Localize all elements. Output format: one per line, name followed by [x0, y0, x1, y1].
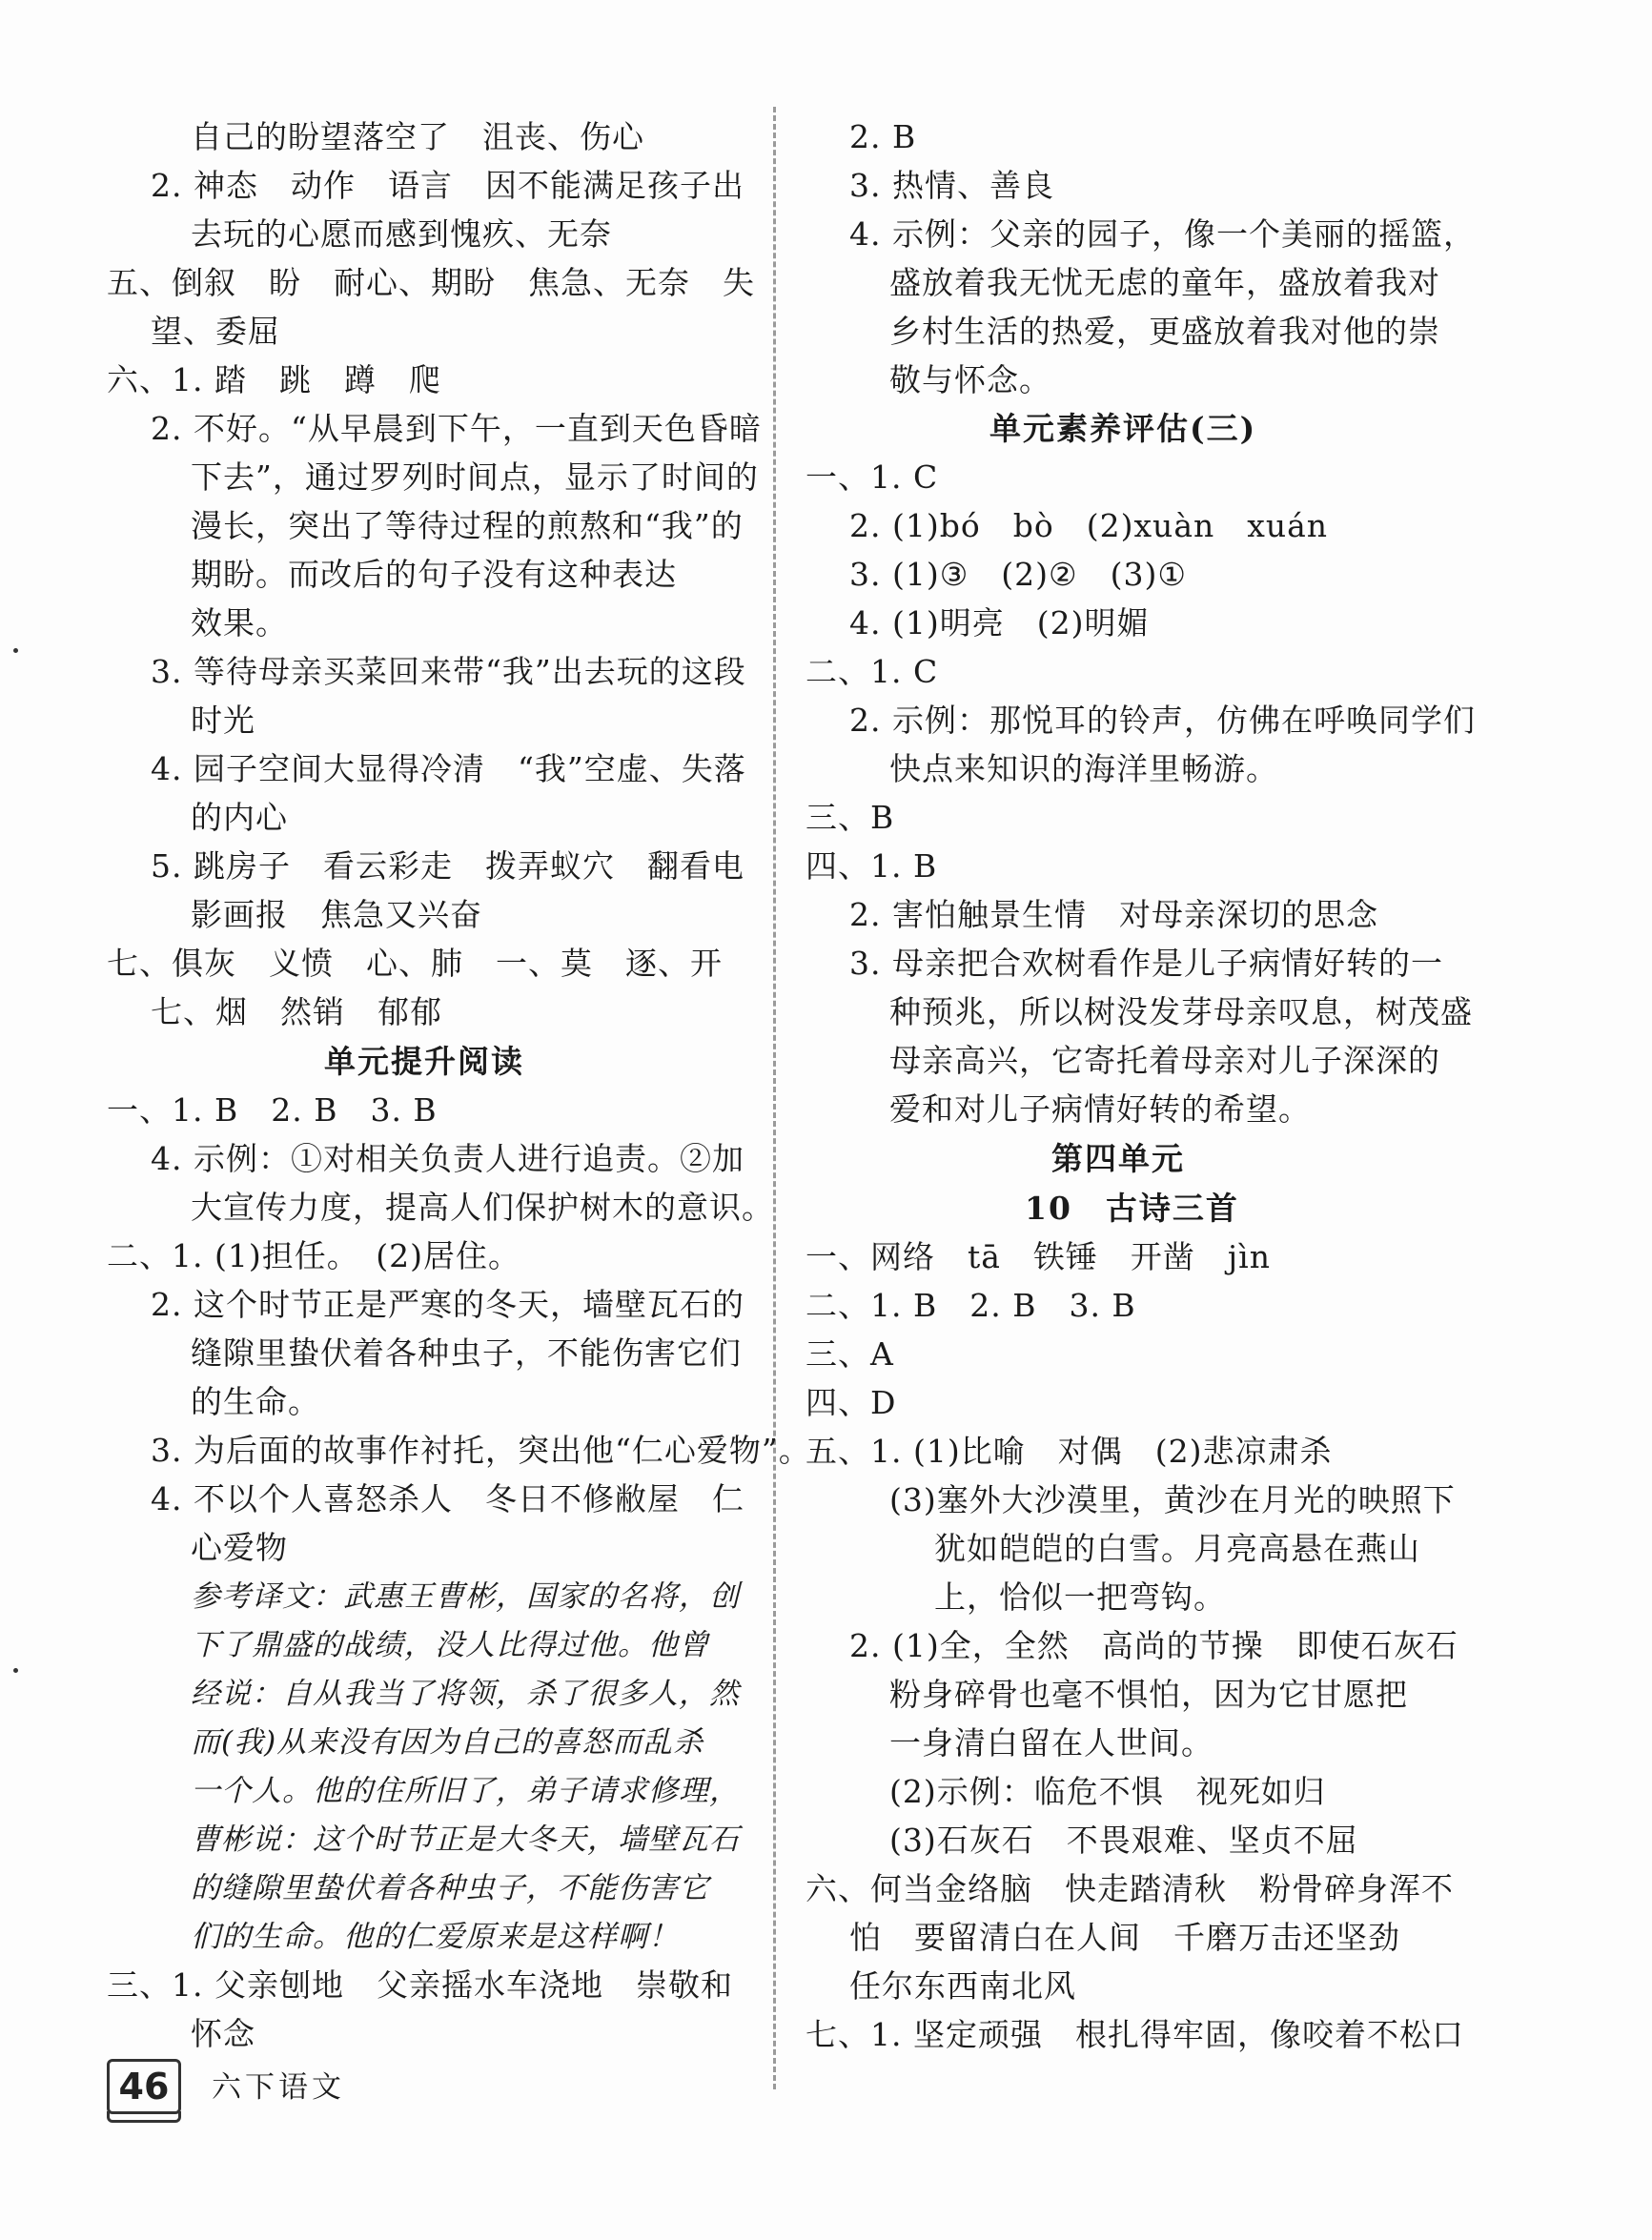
answer-line: 效果。: [191, 604, 288, 641]
answer-line: 种预兆，所以树没发芽母亲叹息，树茂盛: [889, 993, 1473, 1030]
answer-line: 一、1. B 2. B 3. B: [107, 1091, 438, 1129]
answer-line: 七、烟 然销 郁郁: [151, 993, 442, 1030]
answer-line: 怕 要留清白在人间 千磨万击还坚劲: [849, 1919, 1400, 1956]
answer-line: 3. 母亲把合欢树看作是儿子病情好转的一: [849, 945, 1443, 982]
answer-line: 下去”，通过罗列时间点，显示了时间的: [191, 458, 759, 496]
translation-line: 参考译文：武惠王曹彬，国家的名将，创: [191, 1579, 740, 1614]
answer-line: 4. 示例：①对相关负责人进行追责。②加: [151, 1140, 744, 1177]
answer-line: 5. 跳房子 看云彩走 拨弄蚁穴 翻看电: [151, 847, 744, 885]
translation-line: 的缝隙里蛰伏着各种虫子，不能伤害它: [191, 1871, 709, 1905]
answer-line: 3. 为后面的故事作衬托，突出他“仁心爱物”。: [151, 1432, 811, 1469]
answer-line: 4. (1)明亮 (2)明媚: [849, 604, 1150, 641]
answer-line: 粉身碎骨也毫不惧怕，因为它甘愿把: [889, 1676, 1408, 1713]
answer-line: 自己的盼望落空了 沮丧、伤心: [191, 118, 644, 155]
answer-line: 2. (1)bó bò (2)xuàn xuán: [849, 507, 1329, 544]
scan-speck: [13, 648, 18, 653]
translation-line: 一个人。他的住所旧了，弟子请求修理，: [191, 1774, 740, 1808]
answer-line: 望、委屈: [151, 313, 280, 350]
answer-line: 四、1. B: [806, 847, 938, 885]
answer-line: 五、倒叙 盼 耐心、期盼 焦急、无奈 失: [107, 264, 755, 301]
answer-line: 2. 神态 动作 语言 因不能满足孩子出: [151, 167, 744, 204]
answer-line: 一、1. C: [806, 458, 939, 496]
answer-line: 二、1. C: [806, 653, 939, 690]
answer-line: 去玩的心愿而感到愧疚、无奈: [191, 215, 612, 253]
answer-line: 七、1. 坚定顽强 根扎得牢固，像咬着不松口: [806, 2016, 1464, 2053]
answer-line: 七、俱灰 义愤 心、肺 一、莫 逐、开: [107, 945, 723, 982]
answer-line: 敬与怀念。: [889, 361, 1051, 398]
answer-line: 2. 不好。“从早晨到下午，一直到天色昏暗: [151, 410, 762, 447]
translation-line: 们的生命。他的仁爱原来是这样啊！: [191, 1920, 679, 1954]
answer-line: 4. 示例：父亲的园子，像一个美丽的摇篮，: [849, 215, 1476, 253]
page-number: 46: [107, 2059, 181, 2114]
answer-line: 五、1. (1)比喻 对偶 (2)悲凉肃杀: [806, 1433, 1333, 1470]
answer-line: 爱和对儿子病情好转的希望。: [889, 1090, 1311, 1128]
answer-line: 三、1. 父亲刨地 父亲摇水车浇地 崇敬和: [107, 1966, 733, 2004]
answer-line: 心爱物: [191, 1529, 288, 1566]
answer-line: 3. (1)③ (2)② (3)①: [849, 556, 1187, 593]
section-heading: 单元素养评估(三): [989, 410, 1257, 447]
answer-line: 4. 园子空间大显得冷清 “我”空虚、失落: [151, 750, 746, 787]
answer-line: 任尔东西南北风: [849, 1967, 1076, 2005]
lesson-heading: 10 古诗三首: [1025, 1190, 1239, 1227]
answer-line: 乡村生活的热爱，更盛放着我对他的崇: [889, 313, 1440, 350]
subject-label: 六下语文: [212, 2070, 345, 2105]
answer-line: 2. 这个时节正是严寒的冬天，墙壁瓦石的: [151, 1286, 744, 1323]
answer-line: (3)石灰石 不畏艰难、坚贞不屈: [889, 1822, 1358, 1859]
section-heading: 单元提升阅读: [324, 1043, 524, 1080]
answer-line: 二、1. (1)担任。 (2)居住。: [107, 1237, 520, 1274]
column-divider: [773, 107, 776, 2089]
answer-line: 上，恰似一把弯钩。: [934, 1578, 1226, 1616]
answer-line: 影画报 焦急又兴奋: [191, 896, 482, 933]
answer-line: 六、何当金络脑 快走踏清秋 粉骨碎身浑不: [806, 1870, 1454, 1907]
answer-line: 三、A: [806, 1335, 894, 1373]
answer-line: 3. 热情、善良: [849, 167, 1054, 204]
answer-line: 时光: [191, 702, 255, 739]
translation-line: 曹彬说：这个时节正是大冬天，墙壁瓦石: [191, 1823, 740, 1857]
answer-line: 4. 不以个人喜怒杀人 冬日不修敝屋 仁: [151, 1480, 744, 1517]
answer-line: 2. B: [849, 118, 917, 155]
translation-line: 经说：自从我当了将领，杀了很多人，然: [191, 1677, 740, 1711]
translation-line: 下了鼎盛的战绩，没人比得过他。他曾: [191, 1628, 709, 1662]
scan-speck: [13, 1668, 18, 1673]
answer-line: 四、D: [806, 1384, 897, 1421]
answer-line: 母亲高兴，它寄托着母亲对儿子深深的: [889, 1042, 1440, 1079]
answer-line: 3. 等待母亲买菜回来带“我”出去玩的这段: [151, 653, 746, 690]
answer-line: 期盼。而改后的句子没有这种表达: [191, 556, 677, 593]
answer-line: 大宣传力度，提高人们保护树木的意识。: [191, 1189, 774, 1226]
answer-line: 2. 示例：那悦耳的铃声，仿佛在呼唤同学们: [849, 702, 1476, 739]
unit-heading: 第四单元: [1051, 1140, 1185, 1177]
translation-line: 而(我)从来没有因为自己的喜怒而乱杀: [191, 1725, 704, 1760]
answer-line: 一身清白留在人世间。: [889, 1724, 1214, 1761]
answer-line: 盛放着我无忧无虑的童年，盛放着我对: [889, 264, 1440, 301]
answer-line: 三、B: [806, 799, 895, 836]
answer-line: 怀念: [191, 2015, 255, 2052]
answer-line: 的内心: [191, 799, 288, 836]
answer-line: 六、1. 踏 跳 蹲 爬: [107, 361, 441, 398]
answer-line: 2. (1)全，全然 高尚的节操 即使石灰石: [849, 1627, 1458, 1664]
answer-line: 漫长，突出了等待过程的煎熬和“我”的: [191, 507, 744, 544]
answer-line: (2)示例：临危不惧 视死如归: [889, 1773, 1326, 1810]
answer-line: 缝隙里蛰伏着各种虫子，不能伤害它们: [191, 1334, 742, 1372]
answer-line: 快点来知识的海洋里畅游。: [889, 750, 1278, 787]
answer-line: 二、1. B 2. B 3. B: [806, 1287, 1136, 1324]
answer-line: 2. 害怕触景生情 对母亲深切的思念: [849, 896, 1378, 933]
answer-line: 一、网络 tā 铁锤 开凿 jìn: [806, 1238, 1271, 1275]
answer-line: 的生命。: [191, 1383, 320, 1420]
answer-line: 犹如皑皑的白雪。月亮高悬在燕山: [934, 1530, 1420, 1567]
answer-line: (3)塞外大沙漠里，黄沙在月光的映照下: [889, 1481, 1456, 1518]
